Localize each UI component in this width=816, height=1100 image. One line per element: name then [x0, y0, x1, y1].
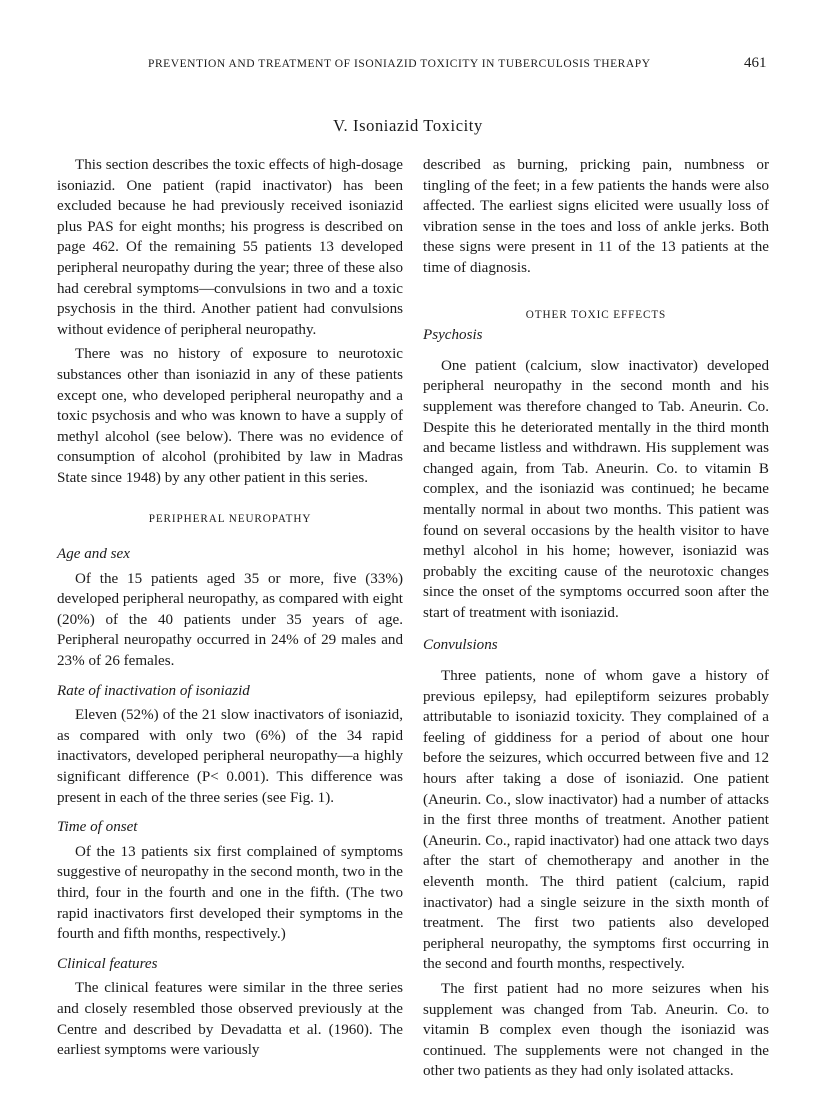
running-head-title: PREVENTION AND TREATMENT OF ISONIAZID TOXICITY IN TUBERCULOSIS THERAPY — [148, 58, 651, 70]
clinical-features-paragraph: The clinical features were similar in the three series and closely resembled those observed previously at the Centre and described by Devadatta et al. (1960). The earliest symptoms were variously — [57, 980, 403, 1059]
exposure-paragraph: There was no history of exposure to neurotoxic substances other than isoniazid in any of these patients except one, who developed peripheral neuropathy and a toxic psychosis and who was known to have a supply of methyl alcohol (see below). There was no evidence of consumption of alcohol (prohibited by law in Madras State since 1948) by any other patient in this series. — [57, 346, 403, 486]
rate-inactivation-paragraph: Eleven (52%) of the 21 slow inactivators of isoniazid, as compared with only two (6%) of the 34 rapid inactivators, developed peripheral neuropathy—a highly significant difference (P< 0.001). This difference was present in each of the three series (see Fig. 1). — [57, 707, 403, 806]
other-toxic-effects-heading: OTHER TOXIC EFFECTS — [525, 308, 667, 321]
convulsions-followup-paragraph: The first patient had no more seizures when his supplement was changed from Tab. Aneurin. Co. to vitamin B complex even though the isoniazid was continued. The supplements were not changed in the other two patients as they had only isolated attacks. — [423, 980, 769, 1080]
clinical-features-continued: described as burning, pricking pain, numbness or tingling of the feet; in a few patients the hands were also affected. The earliest signs elicited were usually loss of vibration sense in the toes and loss of ankle jerks. Both these signs were present in 11 of the 13 patients at the time of diagnosis. — [423, 157, 769, 276]
intro-paragraph: This section describes the toxic effects of high-dosage isoniazid. One patient (rapid inactivator) has been excluded because he had previously received isoniazid plus PAS for eight months; his progress is described on page 462. Of the remaining 55 patients 13 developed peripheral neuropathy during the year; three of these also had cerebral symptoms—convulsions in two and a toxic psychosis in the third. Another patient had convulsions without evidence of peripheral neuropathy. — [57, 157, 403, 338]
convulsions-paragraph: Three patients, none of whom gave a history of previous epilepsy, had epileptiform seizures probably attributable to isoniazid toxicity. They complained of a feeling of giddiness for a period of about one hour before the seizures, which occurred between five and 12 hours after taking a dose of isoniazid. One patient (Aneurin. Co., slow inactivator) had a number of attacks in the first three months of treatment. Another patient (Aneurin. Co., rapid inactivator) had one attack two days after the start of chemotherapy and another in the eleventh month. The third patient (calcium, rapid inactivator) had a single seizure in the sixth month of treatment. The first two patients also developed peripheral neuropathy, the symptoms first occurring in the second and fourth months, respectively. — [423, 668, 769, 973]
peripheral-neuropathy-heading: PERIPHERAL NEUROPATHY — [148, 512, 312, 525]
section-title: V. Isoniazid Toxicity — [333, 116, 483, 135]
age-sex-heading: Age and sex — [57, 546, 130, 563]
rate-inactivation-heading: Rate of inactivation of isoniazid — [57, 682, 250, 699]
psychosis-heading: Psychosis — [423, 327, 483, 344]
left-column — [57, 155, 403, 1061]
age-sex-paragraph: Of the 15 patients aged 35 or more, five (33%) developed peripheral neuropathy, as compared with eight (20%) of the 40 patients under 35 years of age. Peripheral neuropathy occurred in 24% of 29 males and 23% of 26 females. — [57, 570, 403, 670]
time-onset-paragraph: Of the 13 patients six first complained of symptoms suggestive of neuropathy in the second month, two in the third, four in the fourth and one in the fifth. (The two rapid inactivators first developed their symptoms in the fourth and fifth months, respectively.) — [57, 843, 403, 943]
psychosis-paragraph: One patient (calcium, slow inactivator) developed peripheral neuropathy in the second month and his supplement was therefore changed to Tab. Aneurin. Co. Despite this he deteriorated mentally in the third month and became listless and withdrawn. His supplement was changed again, from Tab. Aneurin. Co. to vitamin B complex, and the isoniazid was continued; he became mentally normal in about two months. This patient was found on several occasions by the health visitor to have methyl alcohol in his home; however, isoniazid was probably the exciting cause of the neurotoxic changes since the onset of the symptoms occurred soon after the start of treatment with isoniazid. — [423, 357, 769, 621]
clinical-features-heading: Clinical features — [57, 955, 158, 972]
page-number: 461 — [744, 55, 767, 71]
right-column — [423, 155, 769, 1082]
time-onset-heading: Time of onset — [57, 819, 138, 836]
convulsions-heading: Convulsions — [423, 637, 498, 654]
